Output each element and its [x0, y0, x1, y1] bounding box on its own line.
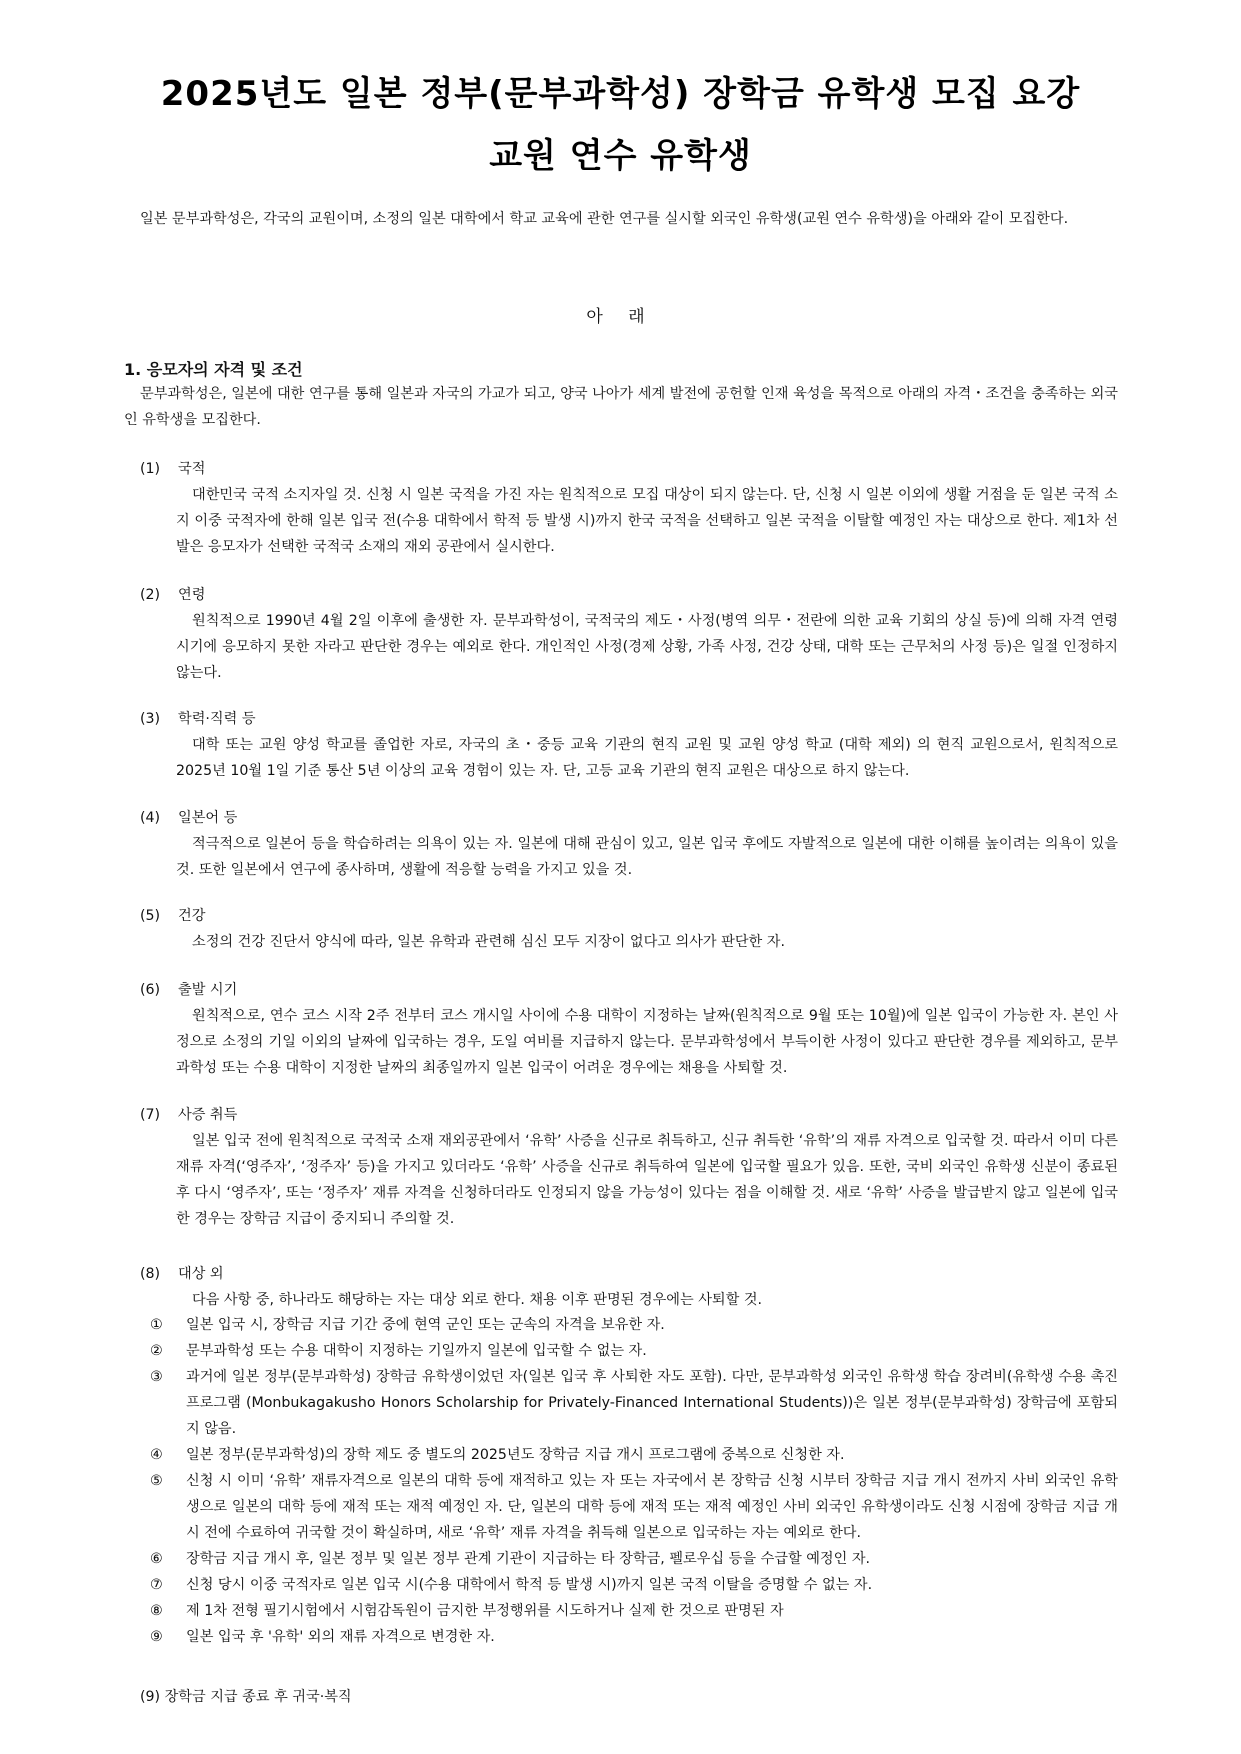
item-body-visa: 일본 입국 전에 원칙적으로 국적국 소재 재외공관에서 ‘유학’ 사증을 신규로 취득하고, 신규 취득한 ‘유학’의 재류 자격으로 입국할 것. 따라서 이미 다른 재류 자격(‘영주자’, ‘정주자’ 등)을 가지고 있더라도 ‘유학’ 사증을 신규로 취득하여 일본에 입국할 필요가 있음. 또한, 국비 외국인 유학생 신분이 종료된 후 다시 ‘영주자’, 또는 ‘정주자’ 재류 자격을 신청하더라도 인정되지 않을 가능성이 있다는 점을 이해할 것. 새로 ‘유학’ 사증을 발급받지 않고 일본에 입국한 경우는 장학금 지급이 중지되니 주의할 것.	[176, 1133, 1118, 1227]
item-number: (7)	[140, 1107, 161, 1123]
list-item-text: 장학금 지급 개시 후, 일본 정부 및 일본 정부 관계 기관이 지급하는 타 장학금, 펠로우십 등을 수급할 예정인 자.	[186, 1551, 871, 1567]
list-marker: ⑧	[150, 1603, 163, 1619]
list-item	[150, 1442, 1118, 1468]
item-label: 사증 취득	[178, 1107, 238, 1123]
list-marker: ⑦	[150, 1577, 163, 1593]
list-item	[150, 1364, 1118, 1442]
item-heading-japanese	[140, 807, 237, 827]
list-marker: ③	[150, 1369, 163, 1385]
item-body-nationality: 대한민국 국적 소지자일 것. 신청 시 일본 국적을 가진 자는 원칙적으로 모집 대상이 되지 않는다. 단, 신청 시 일본 이외에 생활 거점을 둔 일본 국적 소지 이중 국적자에 한해 일본 입국 전(수용 대학에서 학적 등 발생 시)까지 한국 국적을 선택하고 일본 국적을 이탈할 예정인 자는 대상으로 한다. 제1차 선발은 응모자가 선택한 국적국 소재의 재외 공관에서 실시한다.	[176, 487, 1118, 555]
list-marker: ②	[150, 1343, 163, 1359]
item-number: (5)	[140, 908, 161, 924]
item-body-age: 원칙적으로 1990년 4월 2일 이후에 출생한 자. 문부과학성이, 국적국의 제도・사정(병역 의무・전란에 의한 교육 기회의 상실 등)에 의해 자격 연령 시기에 응모하지 못한 자라고 판단한 경우는 예외로 한다. 개인적인 사정(경제 상황, 가족 사정, 건강 상태, 대학 또는 근무처의 사정 등)은 일절 인정하지 않는다.	[176, 613, 1118, 681]
list-item-text: 일본 입국 후 '유학' 외의 재류 자격으로 변경한 자.	[186, 1629, 495, 1645]
section-heading: 1. 응모자의 자격 및 조건	[124, 360, 303, 379]
item-label: 대상 외	[178, 1266, 224, 1282]
item-label: 출발 시기	[178, 982, 238, 998]
list-item	[150, 1572, 1118, 1598]
intro-paragraph: 일본 문부과학성은, 각국의 교원이며, 소정의 일본 대학에서 학교 교육에 관한 연구를 실시할 외국인 유학생(교원 연수 유학생)을 아래와 같이 모집한다.	[140, 211, 1069, 227]
list-item-text: 일본 입국 시, 장학금 지급 기간 중에 현역 군인 또는 군속의 자격을 보유한 자.	[186, 1317, 665, 1333]
item-heading-excluded	[140, 1263, 224, 1283]
item-label: 학력·직력 등	[178, 711, 256, 727]
item-body-departure: 원칙적으로, 연수 코스 시작 2주 전부터 코스 개시일 사이에 수용 대학이 지정하는 날짜(원칙적으로 9월 또는 10월)에 일본 입국이 가능한 자. 본인 사정으로 소정의 기일 이외의 날짜에 입국하는 경우, 도일 여비를 지급하지 않는다. 문부과학성에서 부득이한 사정이 있다고 판단한 경우를 제외하고, 문부과학성 또는 수용 대학이 지정한 날짜의 최종일까지 일본 입국이 어려운 경우에는 채용을 사퇴할 것.	[176, 1008, 1118, 1076]
list-marker: ①	[150, 1317, 163, 1333]
list-item-text: 제 1차 전형 필기시험에서 시험감독원이 금지한 부정행위를 시도하거나 실제 한 것으로 판명된 자	[186, 1603, 784, 1619]
item-body-health: 소정의 건강 진단서 양식에 따라, 일본 유학과 관련해 심신 모두 지장이 없다고 의사가 판단한 자.	[192, 934, 785, 950]
list-marker: ⑨	[150, 1629, 163, 1645]
item-heading-health	[140, 905, 205, 925]
item-body-excluded: 다음 사항 중, 하나라도 해당하는 자는 대상 외로 한다. 채용 이후 판명된 경우에는 사퇴할 것.	[192, 1292, 763, 1308]
item-heading-visa	[140, 1104, 237, 1124]
item-label: 건강	[178, 908, 206, 924]
exclusion-list	[150, 1312, 1118, 1650]
list-marker: ⑤	[150, 1473, 163, 1489]
item-label: 국적	[178, 461, 206, 477]
item-number: (3)	[140, 711, 161, 727]
item-label: 일본어 등	[178, 810, 238, 826]
list-item-text: 신청 당시 이중 국적자로 일본 입국 시(수용 대학에서 학적 등 발생 시)까지 일본 국적 이탈을 증명할 수 없는 자.	[186, 1577, 873, 1593]
list-item	[150, 1338, 1118, 1364]
item-number: (6)	[140, 982, 161, 998]
item-heading-age	[140, 584, 205, 604]
list-item-text: 일본 정부(문부과학성)의 장학 제도 중 별도의 2025년도 장학금 지급 개시 프로그램에 중복으로 신청한 자.	[186, 1447, 845, 1463]
notice-label: 아 래	[586, 307, 655, 327]
item-body-education: 대학 또는 교원 양성 학교를 졸업한 자로, 자국의 초・중등 교육 기관의 현직 교원 및 교원 양성 학교 (대학 제외) 의 현직 교원으로서, 원칙적으로 2025년 10월 1일 기준 통산 5년 이상의 교육 경험이 있는 자. 단, 고등 교육 기관의 현직 교원은 대상으로 하지 않는다.	[176, 737, 1118, 779]
list-marker: ⑥	[150, 1551, 163, 1567]
item-heading-nationality	[140, 458, 205, 478]
item-heading-departure	[140, 979, 237, 999]
item-number: (1)	[140, 461, 161, 477]
item-number: (4)	[140, 810, 161, 826]
list-item	[150, 1598, 1118, 1624]
document-title: 2025년도 일본 정부(문부과학성) 장학금 유학생 모집 요강	[160, 74, 1081, 114]
item-body-japanese: 적극적으로 일본어 등을 학습하려는 의욕이 있는 자. 일본에 대해 관심이 있고, 일본 입국 후에도 자발적으로 일본에 대한 이해를 높이려는 의욕이 있을 것. 또한 일본에서 연구에 종사하며, 생활에 적응할 능력을 가지고 있을 것.	[176, 836, 1118, 878]
section-body: 문부과학성은, 일본에 대한 연구를 통해 일본과 자국의 가교가 되고, 양국 나아가 세계 발전에 공헌할 인재 육성을 목적으로 아래의 자격・조건을 충족하는 외국인 유학생을 모집한다.	[124, 386, 1118, 428]
list-item-text: 문부과학성 또는 수용 대학이 지정하는 기일까지 일본에 입국할 수 없는 자.	[186, 1343, 647, 1359]
item-label: 연령	[178, 587, 206, 603]
list-item-text: 과거에 일본 정부(문부과학성) 장학금 유학생이었던 자(일본 입국 후 사퇴한 자도 포함). 다만, 문부과학성 외국인 유학생 학습 장려비(유학생 수용 촉진 프로그램 (Monbukagakusho Honors Scholarship for Privately-Financed International Students))은 일본 정부(문부과학성) 장학금에 포함되지 않음.	[186, 1369, 1118, 1437]
document-subtitle: 교원 연수 유학생	[489, 136, 752, 176]
list-item	[150, 1546, 1118, 1572]
item-number: (8)	[140, 1266, 161, 1282]
item-heading-return: (9) 장학금 지급 종료 후 귀국·복직	[140, 1689, 352, 1705]
item-number: (2)	[140, 587, 161, 603]
list-item	[150, 1468, 1118, 1546]
list-item	[150, 1312, 1118, 1338]
list-item	[150, 1624, 1118, 1650]
list-item-text: 신청 시 이미 ‘유학’ 재류자격으로 일본의 대학 등에 재적하고 있는 자 또는 자국에서 본 장학금 신청 시부터 장학금 지급 개시 전까지 사비 외국인 유학생으로 일본의 대학 등에 재적 또는 재적 예정인 자. 단, 일본의 대학 등에 재적 또는 재적 예정인 사비 외국인 유학생이라도 신청 시점에 장학금 지급 개시 전에 수료하여 귀국할 것이 확실하며, 새로 ‘유학’ 재류 자격을 취득해 일본으로 입국하는 자는 예외로 한다.	[186, 1473, 1118, 1541]
list-marker: ④	[150, 1447, 163, 1463]
item-heading-education	[140, 708, 256, 728]
